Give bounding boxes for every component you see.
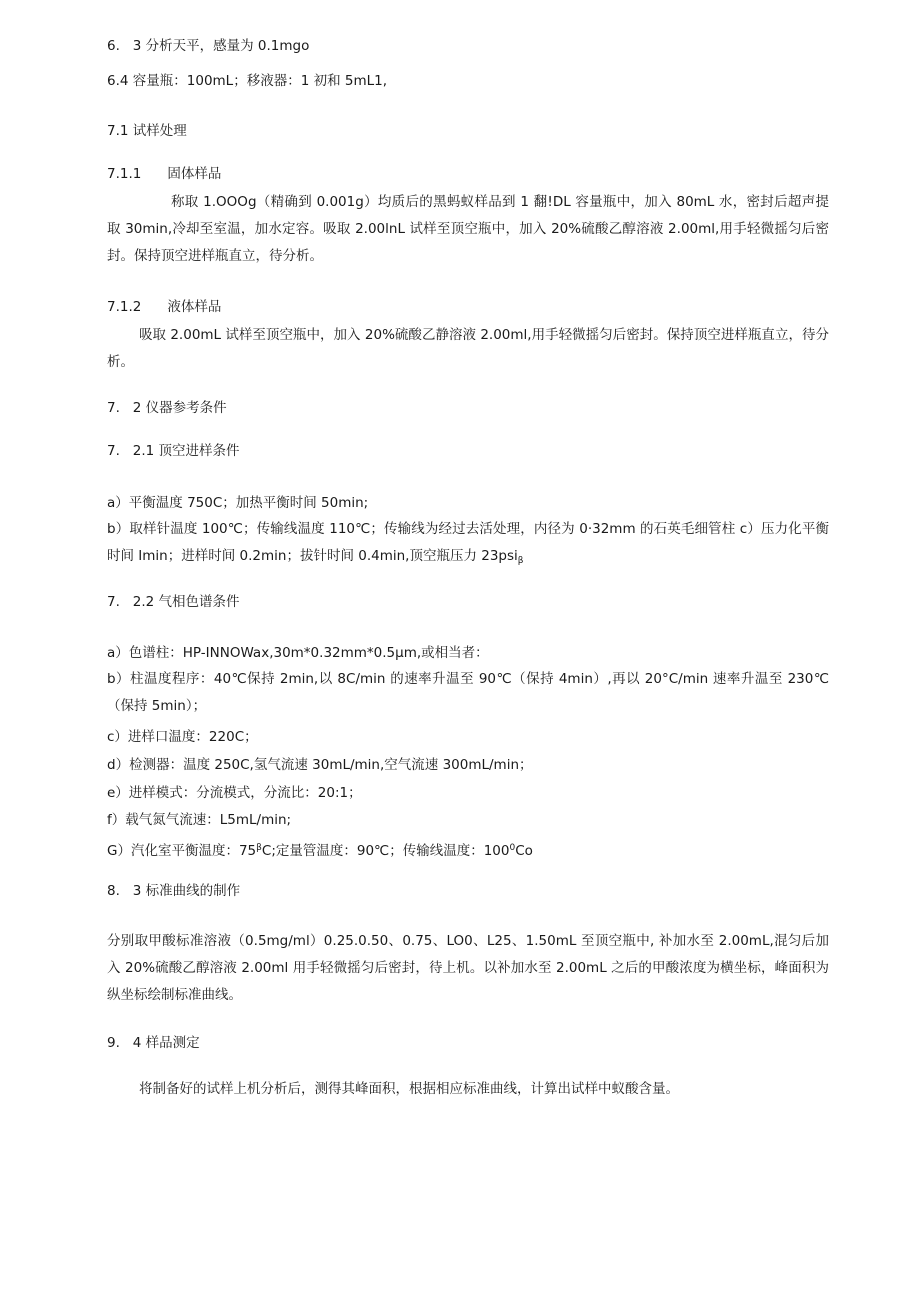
item-d-gc: d）检测器：温度 250C,氢气流速 30mL∕min,空气流速 300mL/min； (107, 757, 533, 773)
item-c-gc: c）进样口温度：220C； (107, 729, 258, 745)
item-g-superscript1: β (256, 843, 262, 853)
heading-7-1-1 (107, 164, 221, 184)
item-g-gc (107, 838, 533, 861)
line-6-4: 6.4 容量瓶：100mL；移液器：1 初和 5mL1, (107, 73, 388, 89)
section-number: 7.1.1 (107, 166, 142, 182)
item-g-part2: C;定量管温度：90℃；传输线温度：100 (261, 843, 510, 859)
section-number: 7.1.2 (107, 299, 142, 315)
item-a-headspace: a）平衡温度 750C；加热平衡时间 50min; (107, 495, 369, 511)
item-b-gc: b）柱温度程序：40℃保持 2min,以 8C∕min 的速率升温至 90℃（保持 4min）,再以 20°C∕min 速率升温至 230℃（保持 5min）； (107, 671, 829, 714)
section-title: 固体样品 (167, 166, 222, 182)
heading-7-1-2 (107, 297, 221, 317)
item-e-gc: e）进样模式：分流模式，分流比：20:1； (107, 785, 362, 801)
heading-9-4: 9. 4 样品测定 (107, 1035, 200, 1051)
item-b-subscript: β (517, 556, 524, 566)
heading-7-2-1: 7. 2.1 顶空进样条件 (107, 443, 240, 459)
item-g-superscript2: 0 (509, 843, 516, 853)
paragraph-solid-sample: 称取 1.OOOg（精确到 0.001g）均质后的黑蚂蚁样品到 1 翻!DL 容量瓶中，加入 80mL 水，密封后超声提取 30min,冷却至室温，加水定容。吸取 2.00lnL 试样至顶空瓶中，加入 20%硫酸乙醇溶液 2.00ml,用手轻微摇匀后密封。保持顶空进样瓶直立，待分析。 (107, 194, 829, 264)
paragraph-sample-measurement: 将制备好的试样上机分析后，测得其峰面积，根据相应标准曲线，计算出试样中蚁酸含量。 (139, 1081, 679, 1097)
item-g-part3: Co (515, 843, 533, 859)
item-f-gc: f）载气氮气流速：L5mL∕min; (107, 812, 292, 828)
paragraph-liquid-sample: 吸取 2.00mL 试样至顶空瓶中，加入 20%硫酸乙静溶液 2.00ml,用手轻微摇匀后密封。保持顶空进样瓶直立，待分析。 (107, 327, 829, 370)
heading-8-3: 8. 3 标准曲线的制作 (107, 883, 241, 899)
item-b-text: b）取样针温度 100℃；传输线温度 110℃；传输线为经过去活处理，内径为 0·32mm 的石英毛细管柱 c）压力化平衡时间 Imin；进样时间 0.2min；拔针时间 0.4min,顶空瓶压力 23psi (107, 521, 829, 564)
heading-7-2-2: 7. 2.2 气相色谱条件 (107, 594, 240, 610)
item-g-part1: G）汽化室平衡温度：75 (107, 843, 257, 859)
line-6-3: 6. 3 分析天平，感量为 0.1mgo (107, 38, 310, 54)
paragraph-standard-curve: 分别取甲酸标准溶液（0.5mg∕ml）0.25.0.50、0.75、LO0、L25、1.50mL 至顶空瓶中, 补加水至 2.00mL,混匀后加入 20%硫酸乙醇溶液 2.00ml 用手轻微摇匀后密封，待上机。以补加水至 2.00mL 之后的甲酸浓度为横坐标，峰面积为纵坐标绘制标准曲线。 (107, 933, 829, 1003)
item-b-headspace (107, 516, 829, 575)
heading-7-2: 7. 2 仪器参考条件 (107, 400, 227, 416)
item-a-gc: a）色谱柱：HP-INNOWax,30m*0.32mm*0.5μm,或相当者： (107, 645, 489, 661)
section-title: 液体样品 (167, 299, 222, 315)
heading-7-1: 7.1 试样处理 (107, 123, 187, 139)
